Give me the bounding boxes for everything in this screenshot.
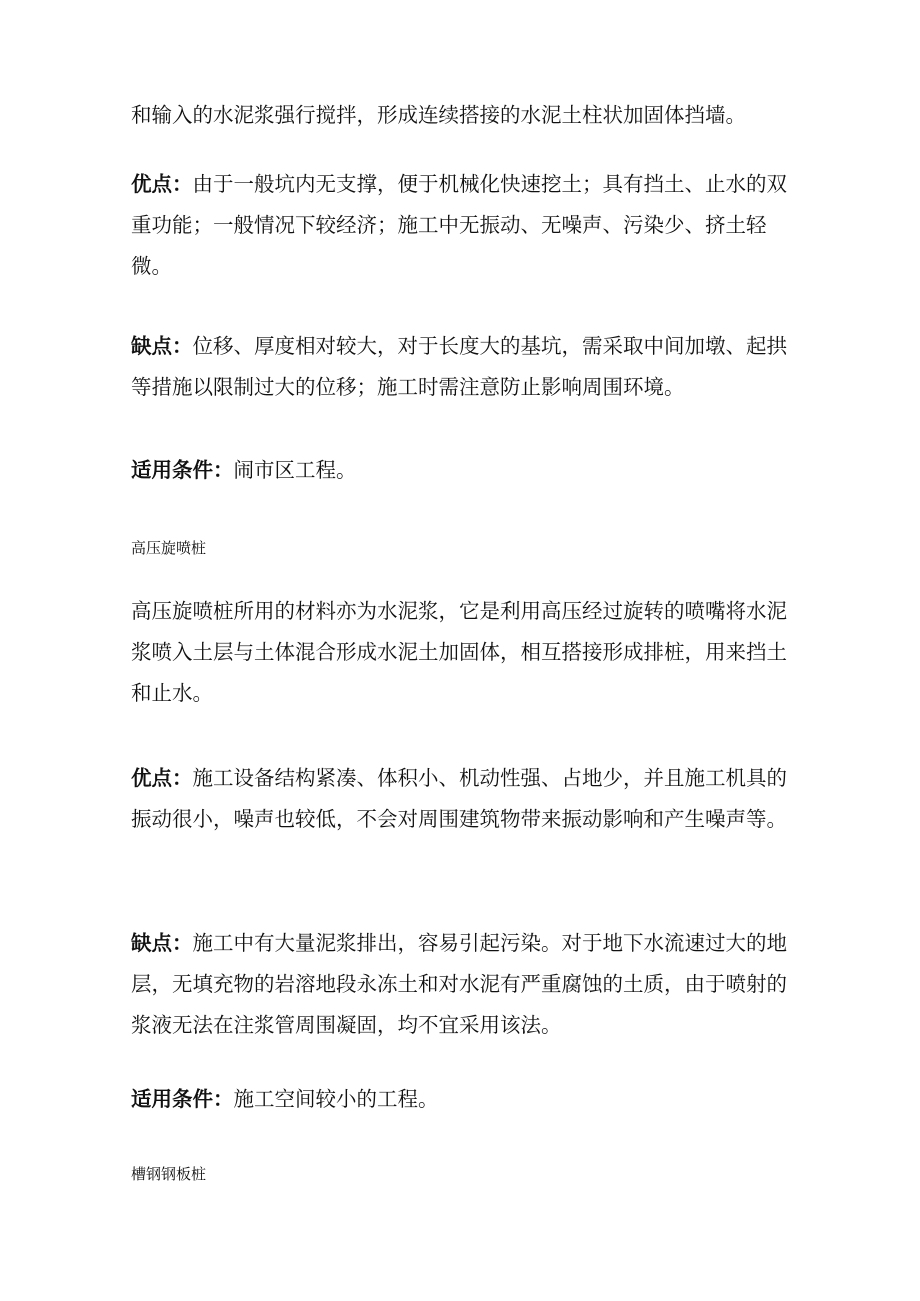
paragraph-intro-continuation — [131, 95, 801, 136]
label-conditions: 适用条件： — [131, 458, 234, 482]
section-heading-jet-grouting: 高压旋喷桩 — [131, 539, 207, 557]
paragraph-advantages-2 — [131, 758, 801, 840]
paragraph-text: 施工设备结构紧凑、体积小、机动性强、占地少，并且施工机具的振动很小，噪声也较低，不会对周围建筑物带来振动影响和产生噪声等。 — [131, 766, 787, 831]
paragraph-advantages-1 — [131, 164, 801, 287]
paragraph-conditions-1 — [131, 450, 801, 491]
paragraph-text: 施工中有大量泥浆排出，容易引起污染。对于地下水流速过大的地层，无填充物的岩溶地段永冻土和对水泥有严重腐蚀的土质，由于喷射的浆液无法在注浆管周围凝固，均不宜采用该法。 — [131, 931, 787, 1037]
label-disadvantages: 缺点： — [131, 334, 193, 358]
label-disadvantages: 缺点： — [131, 931, 193, 955]
label-conditions: 适用条件： — [131, 1087, 234, 1111]
paragraph-text: 施工空间较小的工程。 — [233, 1087, 439, 1111]
paragraph-jet-grouting-description — [131, 591, 801, 714]
label-advantages: 优点： — [131, 766, 193, 790]
paragraph-text: 高压旋喷桩所用的材料亦为水泥浆，它是利用高压经过旋转的喷嘴将水泥浆喷入土层与土体混合形成水泥土加固体，相互搭接形成排桩，用来挡土和止水。 — [131, 599, 787, 705]
label-advantages: 优点： — [131, 172, 193, 196]
section-heading-channel-steel-sheet-pile: 槽钢钢板桩 — [131, 1165, 207, 1183]
paragraph-disadvantages-2 — [131, 923, 801, 1046]
paragraph-text: 由于一般坑内无支撑，便于机械化快速挖土；具有挡土、止水的双重功能；一般情况下较经济；施工中无振动、无噪声、污染少、挤土轻微。 — [131, 172, 787, 278]
paragraph-text: 和输入的水泥浆强行搅拌，形成连续搭接的水泥土柱状加固体挡墙。 — [131, 103, 746, 127]
paragraph-text: 位移、厚度相对较大，对于长度大的基坑，需采取中间加墩、起拱等措施以限制过大的位移；施工时需注意防止影响周围环境。 — [131, 334, 787, 399]
paragraph-disadvantages-1 — [131, 326, 801, 408]
paragraph-conditions-2 — [131, 1079, 801, 1120]
paragraph-text: 闹市区工程。 — [233, 458, 357, 482]
